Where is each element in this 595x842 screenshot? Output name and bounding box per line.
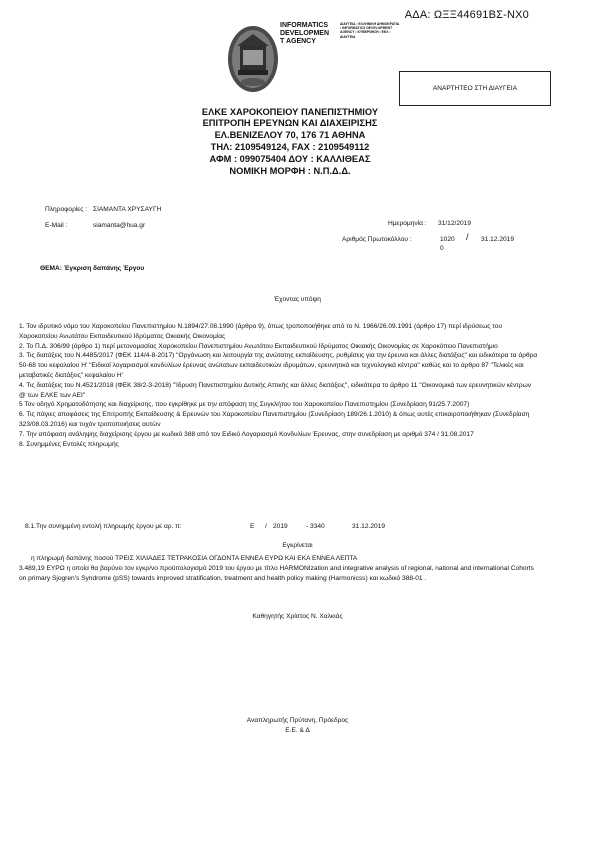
having-regard-heading: Έχοντας υπόψη [274,296,321,303]
ada-code: ΑΔΑ: ΩΞΞ44691ΒΣ-ΝΧ0 [404,9,529,21]
header-address: ΕΛ.ΒΕΝΙΖΕΛΟΥ 70, 176 71 ΑΘΗΝΑ [214,130,366,140]
seal-logo-icon [227,24,279,94]
header-committee: ΕΠΙΤΡΟΠΗ ΕΡΕΥΝΩΝ ΚΑΙ ΔΙΑΧΕΙΡΙΣΗΣ [202,118,378,128]
consideration-item: 7. Την απόφαση ανάληψης διαχείρισης έργου με κωδικό 388 από τον Ειδικό Λογαριασμό Κονδυλίων Έρευνας, στην συνεδρίαση με αριθμό 374 / 31.08.2017 [19,430,474,438]
order-line-text: 8.1.Την συνημμένη εντολή πληρωμής έργου με αρ. π: [25,523,182,530]
approval-line-1: η πληρωμή δαπάνης ποσού ΤΡΕΙΣ ΧΙΛΙΑΔΕΣ ΤΕΤΡΑΚΟΣΙΑ ΟΓΔΟΝΤΑ ΕΝΝΕΑ ΕΥΡΩ ΚΑΙ ΕΚΑ ΕΝΝΕΑ ΛΕΠΤΑ [31,555,358,562]
consideration-item: 3. Τις διατάξεις του Ν.4485/2017 (ΦΕΚ 114/4-8-2017) "Οργάνωση και λειτουργία της ανώτατης εκπαίδευσης, ρυθμίσεις για την έρευνα και άλλες διατάξεις" και ειδικότερα τα άρθρα 50-68 του κεφαλαίου Η' "Ειδικοί λογαριασμοί κονδυλίων έρευνας ανώτατων εκπαιδευτικών ιδρυμάτων, ερευνητικά και τεχνολογικά κέντρα" καθώς και το άρθρο 87 "Τελικές και μεταβατικές διατάξεις" κεφαλαίου Η' [19,352,538,379]
email-label: E-Mail : [45,222,68,229]
order-line-date: 31.12.2019 [352,523,386,530]
subject-line: ΘΕΜΑ: Έγκριση δαπάνης Έργου [40,265,145,272]
publish-stamp: ΑΝΑΡΤΗΤΕΟ ΣΤΗ ΔΙΑΥΓΕΙΑ [399,71,551,106]
signature-name: Καθηγητής Χρίστος Ν. Χαλκιάς [252,613,343,620]
protocol-slash: / [466,232,469,242]
signature-committee: Ε.Ε. & Δ [285,727,310,734]
header-phone: ΤΗΛ: 2109549124, FAX : 2109549112 [210,142,370,152]
order-line-letter: Ε [250,523,255,530]
approves-heading: Εγκρίνεται [282,542,313,549]
consideration-item: 5 Τον οδηγό Χρηματοδότησης και διαχείρισης, που εγκρίθηκε με την απόφαση της Συγκλήτου του Χαροκοπείου Πανεπιστημίου (Συνεδρίαση 91/25.7.2007) [19,401,470,409]
consideration-item: 8. Συνημμένες Εντολές πληρωμής [19,440,119,448]
header-legal-form: ΝΟΜΙΚΗ ΜΟΡΦΗ : Ν.Π.Δ.Δ. [229,166,351,176]
logo-agency-text [280,22,329,46]
protocol-date: 31.12.2019 [481,236,515,243]
protocol-extra: 0 [440,245,444,252]
considerations-list [19,322,539,449]
approval-text [19,554,539,583]
header-org: ΕΛΚΕ ΧΑΡΟΚΟΠΕΙΟΥ ΠΑΝΕΠΙΣΤΗΜΙΟΥ [201,107,379,117]
protocol-number: 1020 [440,236,455,243]
order-line-number: - 3340 [306,523,325,530]
email-value[interactable]: siamanta@hua.gr [93,222,146,229]
info-name: ΣΙΑΜΑΝΤΑ ΧΡΥΣΑΥΓΗ [93,206,162,213]
consideration-item: 1. Τον ιδρυτικό νόμο του Χαροκοπείου Πανεπιστημίου Ν.1894/27.08.1990 (άρθρο 9), όπως τροποποιήθηκε από το Ν. 1966/26.09.1991 (άρθρο 17) περί ιδρύσεως του Χαροκοπείου Ανωτάτου Εκπαιδευτικού Ιδρύματος Οικιακής Οικονομίας [19,323,503,340]
consideration-item: 4. Τις διατάξεις του Ν.4521/2018 (ΦΕΚ 38/2-3-2018) "Ίδρυση Πανεπιστημίου Δυτικής Αττικής και άλλες διατάξεις", ειδικότερα το άρθρο 11 "Οικονομικά των ερευνητικών κέντρων @ των ΕΛΚΕ των ΑΕΙ" [19,381,532,399]
consideration-item: 2. Το Π.Δ. 306/99 (άρθρο 1) περί μετονομασίας Χαροκοπείου Πανεπιστημίου Ανωτάτου Εκπαιδευτικού Ιδρύματος Οικιακής Οικονομίας σε Χαροκόπειο Πανεπιστήμιο [19,342,498,350]
logo-line-1: INFORMATICS [280,22,329,29]
date-label: Ημερομηνία : [388,220,427,227]
approval-line-2: 3.489,19 ΕΥΡΩ η οποία θα βαρύνει τον εγκρ/νο προϋπολογισμό 2019 του έργου με τίτλο HARMONIzation and integrative analysis of regional, national and international Cohorts on primary Sjogren's Syndrome (pSS) towards improved stratification, treatment and health policy making (Harmonicss) και κωδικό 388-01 . [19,564,534,582]
info-label: Πληροφορίες : [45,206,88,213]
logo-small-text: ΔΙΑΥΓΕΙΑ • ΕΛΛΗΝΙΚΗ ΔΗΜΟΚΡΑΤΙΑ • INFORMATICS DEVELOPMENT AGENCY • ΚΥΒΕΡΝΗΣΗ • ΕΕΛ • ΔΙΑΥΓΕΙΑ [340,22,400,39]
date-value: 31/12/2019 [438,220,472,227]
logo-line-3: T AGENCY [280,38,316,45]
order-line-slash: / [265,523,267,530]
signature-title: Αναπληρωτής Πρύτανη, Πρόεδρος [246,717,349,724]
order-line-year: 2019 [273,523,288,530]
protocol-label: Αριθμός Πρωτοκόλλου : [342,236,412,243]
logo-line-2: DEVELOPMEN [280,30,330,37]
consideration-item: 6. Τις πάγιες αποφάσεις της Επιτροπής Εκπαίδευσης & Ερευνών του Χαροκοπείου Πανεπιστημίου (Συνεδρίαση 189/26.1.2010) & όπως αυτές επικαιροποιήθηκαν (Συνεδρίαση 323/08.03.2016) και τυχόν τροποποιήσεις αυτών [19,411,530,428]
header-tax: ΑΦΜ : 099075404 ΔΟΥ : ΚΑΛΛΙΘΕΑΣ [209,154,371,164]
